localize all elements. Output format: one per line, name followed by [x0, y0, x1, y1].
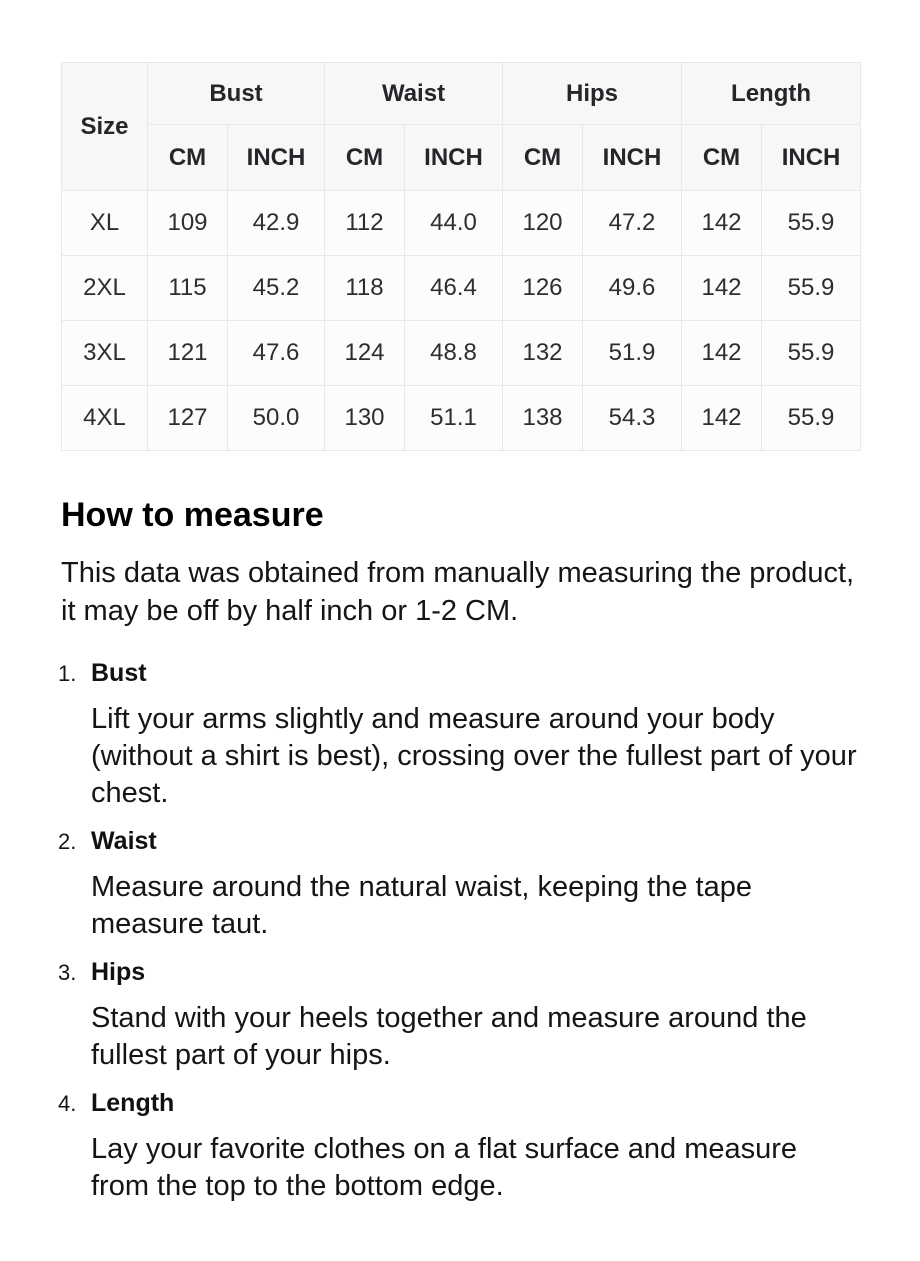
- waist-cm-cell: 130: [325, 386, 405, 451]
- step-title: [58, 1086, 861, 1121]
- table-row-xl: [62, 191, 861, 256]
- size-chart-table: [61, 62, 861, 451]
- list-item-bust: [58, 656, 861, 812]
- step-description: Stand with your heels together and measure around the fullest part of your hips.: [91, 1001, 807, 1071]
- measure-disclaimer-text: This data was obtained from manually measuring the product, it may be off by half inch or 1-2 CM.: [61, 556, 855, 627]
- table-group-header-row: [62, 63, 861, 125]
- length-cm-cell: 142: [682, 321, 762, 386]
- bust-cm-cell: 121: [148, 321, 228, 386]
- waist-inch-header: INCH: [405, 125, 503, 191]
- bust-inch-cell: 42.9: [228, 191, 325, 256]
- measure-steps-list: [58, 656, 861, 1205]
- bust-inch-header: INCH: [228, 125, 325, 191]
- waist-cm-header: CM: [325, 125, 405, 191]
- length-cm-cell: 142: [682, 386, 762, 451]
- step-term: Bust: [91, 658, 147, 687]
- hips-group-header: Hips: [503, 63, 682, 125]
- hips-inch-cell: 51.9: [583, 321, 682, 386]
- list-item-length: [58, 1086, 861, 1205]
- bust-group-header: Bust: [148, 63, 325, 125]
- list-item-waist: [58, 824, 861, 943]
- hips-cm-header: CM: [503, 125, 583, 191]
- how-to-measure-heading: How to measure: [61, 496, 324, 534]
- step-term: Hips: [91, 957, 146, 986]
- step-term: Waist: [91, 826, 157, 855]
- size-cell: 2XL: [62, 256, 148, 321]
- size-cell: 3XL: [62, 321, 148, 386]
- length-cm-header: CM: [682, 125, 762, 191]
- hips-inch-cell: 54.3: [583, 386, 682, 451]
- step-description: Lay your favorite clothes on a flat surface and measure from the top to the bottom edge.: [91, 1132, 798, 1202]
- step-description: Measure around the natural waist, keeping the tape measure taut.: [91, 870, 752, 940]
- length-inch-header: INCH: [762, 125, 861, 191]
- length-inch-cell: 55.9: [762, 256, 861, 321]
- bust-cm-header: CM: [148, 125, 228, 191]
- bust-cm-cell: 115: [148, 256, 228, 321]
- size-cell: XL: [62, 191, 148, 256]
- table-row-2xl: [62, 256, 861, 321]
- bust-inch-cell: 45.2: [228, 256, 325, 321]
- length-inch-cell: 55.9: [762, 191, 861, 256]
- length-cm-cell: 142: [682, 191, 762, 256]
- hips-cm-cell: 138: [503, 386, 583, 451]
- step-term: Length: [91, 1088, 175, 1117]
- hips-cm-cell: 120: [503, 191, 583, 256]
- step-description: Lift your arms slightly and measure around your body (without a shirt is best), crossing over the fullest part of your chest.: [91, 702, 857, 809]
- waist-inch-cell: 48.8: [405, 321, 503, 386]
- hips-inch-header: INCH: [583, 125, 682, 191]
- table-row-4xl: [62, 386, 861, 451]
- hips-cm-cell: 126: [503, 256, 583, 321]
- hips-inch-cell: 47.2: [583, 191, 682, 256]
- list-item-hips: [58, 955, 861, 1074]
- bust-cm-cell: 109: [148, 191, 228, 256]
- waist-cm-cell: 124: [325, 321, 405, 386]
- hips-inch-cell: 49.6: [583, 256, 682, 321]
- length-cm-cell: 142: [682, 256, 762, 321]
- step-title: [58, 824, 861, 859]
- waist-cm-cell: 118: [325, 256, 405, 321]
- size-column-header: Size: [62, 63, 148, 191]
- waist-group-header: Waist: [325, 63, 503, 125]
- table-unit-header-row: [62, 125, 861, 191]
- waist-inch-cell: 44.0: [405, 191, 503, 256]
- waist-inch-cell: 46.4: [405, 256, 503, 321]
- waist-cm-cell: 112: [325, 191, 405, 256]
- waist-inch-cell: 51.1: [405, 386, 503, 451]
- length-inch-cell: 55.9: [762, 321, 861, 386]
- step-title: [58, 955, 861, 990]
- step-number: 3.: [58, 959, 77, 985]
- length-inch-cell: 55.9: [762, 386, 861, 451]
- bust-inch-cell: 50.0: [228, 386, 325, 451]
- table-row-3xl: [62, 321, 861, 386]
- step-number: 2.: [58, 828, 77, 854]
- bust-cm-cell: 127: [148, 386, 228, 451]
- step-number: 4.: [58, 1090, 77, 1116]
- bust-inch-cell: 47.6: [228, 321, 325, 386]
- hips-cm-cell: 132: [503, 321, 583, 386]
- length-group-header: Length: [682, 63, 861, 125]
- step-number: 1.: [58, 660, 77, 686]
- step-title: [58, 656, 861, 691]
- size-cell: 4XL: [62, 386, 148, 451]
